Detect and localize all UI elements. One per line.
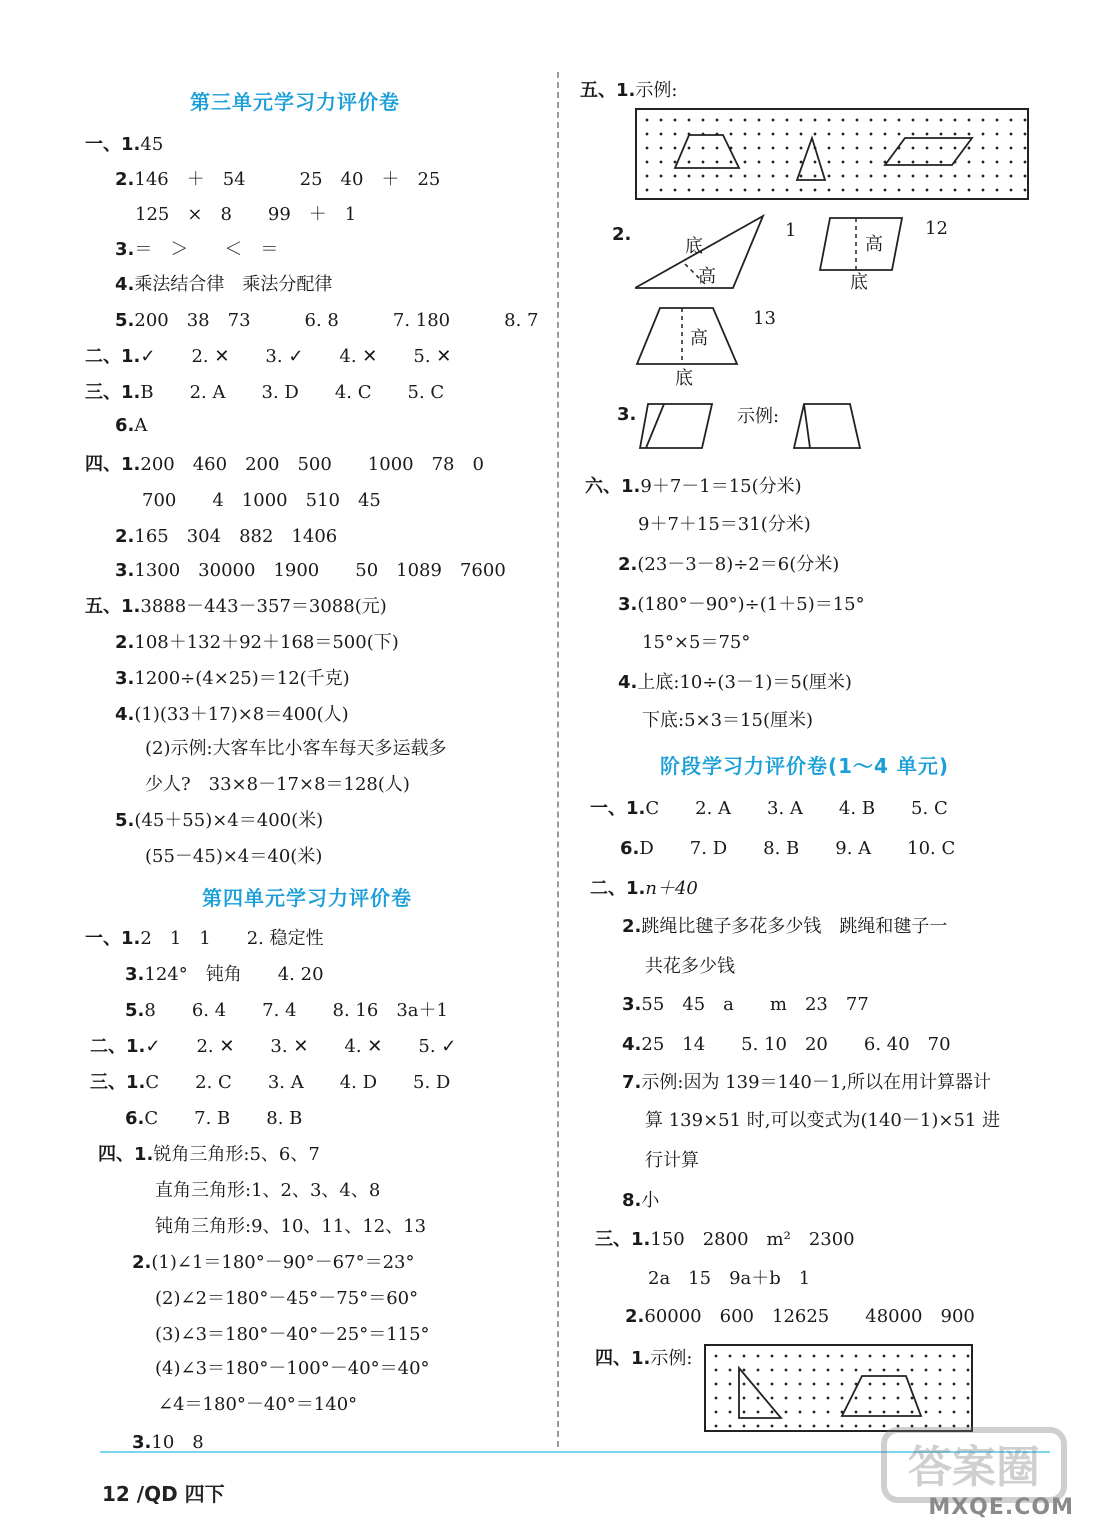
answer-line: 6.D 7. D 8. B 9. A 10. C [620, 838, 956, 859]
svg-text:答案圈: 答案圈 [908, 1442, 1040, 1493]
grid-shapes [637, 110, 1027, 198]
answer-line: 下底:5×3＝15(厘米) [642, 710, 813, 731]
answer-line: 三、1.C 2. C 3. A 4. D 5. D [90, 1072, 451, 1093]
answer-line: (55－45)×4＝40(米) [145, 846, 323, 867]
right-triangle-shape [797, 138, 825, 180]
answer-line: 2.108＋132＋92＋168＝500(下) [115, 632, 399, 653]
answer-line: 3.124° 钝角 4. 20 [125, 964, 324, 985]
answer-line: 3.＝ ＞ ＜ ＝ [115, 239, 279, 260]
label-base: 底 [685, 236, 703, 257]
answer-line: ∠4＝180°－40°＝140° [158, 1394, 358, 1415]
answer-line: 4.25 14 5. 10 20 6. 40 70 [622, 1034, 951, 1055]
answer-line: (2)示例:大客车比小客车每天多运载多 [145, 738, 447, 759]
page-footer: 12 /QD 四下 [102, 1482, 225, 1506]
answer-line: 2.165 304 882 1406 [115, 526, 338, 547]
section-title-unit3: 第三单元学习力评价卷 [190, 90, 400, 114]
answer-line: 5.8 6. 4 7. 4 8. 16 3a＋1 [125, 1000, 448, 1021]
dot-grid-figure [635, 108, 1029, 200]
answer-line: 700 4 1000 510 45 [142, 490, 381, 511]
label-base: 底 [850, 272, 868, 293]
answer-value: 13 [753, 308, 776, 329]
answer-line: 5.(45＋55)×4＝400(米) [115, 810, 324, 831]
answer-line: 5.200 38 73 6. 8 7. 180 8. 7 [115, 310, 539, 331]
answer-line: 少人? 33×8－17×8＝128(人) [145, 774, 410, 795]
answer-line: 2.146 ＋ 54 25 40 ＋ 25 [115, 169, 441, 190]
trapezoid-shape [675, 135, 739, 168]
section-title-unit4: 第四单元学习力评价卷 [202, 886, 412, 910]
answer-line: 9＋7＋15＝31(分米) [638, 514, 811, 535]
answer-line: 四、1.200 460 200 500 1000 78 0 [85, 454, 484, 475]
answer-line: 共花多少钱 [645, 956, 735, 977]
answer-line: 4.乘法结合律 乘法分配律 [115, 274, 333, 295]
answer-line: 7.示例:因为 139＝140－1,所以在用计算器计 [622, 1072, 992, 1093]
parallelogram-figure [818, 216, 904, 272]
answer-line: 3.55 45 a m 23 77 [622, 994, 869, 1015]
answer-line: 一、1.C 2. A 3. A 4. B 5. C [590, 798, 948, 819]
label-height: 高 [698, 266, 716, 287]
example-label: 示例: [737, 406, 780, 427]
answer-line: 六、1.9＋7－1＝15(分米) [585, 476, 802, 497]
label-height: 高 [865, 234, 883, 255]
answer-line: 15°×5＝75° [642, 632, 751, 653]
answer-line: (3)∠3＝180°－40°－25°＝115° [155, 1324, 430, 1345]
trapezoid-figure [635, 306, 740, 366]
question-number: 3. [617, 404, 637, 425]
label-base: 底 [675, 368, 693, 389]
answer-line: 二、1.✓ 2. ✕ 3. ✕ 4. ✕ 5. ✓ [90, 1036, 457, 1057]
answer-line: 2.跳绳比毽子多花多少钱 跳绳和毽子一 [622, 916, 948, 937]
answer-line: 三、1.B 2. A 3. D 4. C 5. C [85, 382, 445, 403]
answer-line: 6.C 7. B 8. B [125, 1108, 303, 1129]
answer-line: 3.1200÷(4×25)＝12(千克) [115, 668, 350, 689]
answer-line: 行计算 [645, 1150, 699, 1171]
parallelogram-shape [885, 138, 972, 165]
watermark-text: MXQE.COM [928, 1495, 1074, 1520]
answer-line: 2.60000 600 12625 48000 900 [625, 1306, 975, 1327]
answer-line: 一、1.2 1 1 2. 稳定性 [85, 928, 324, 949]
answer-line: 四、1.锐角三角形:5、6、7 [98, 1144, 320, 1165]
answer-value: 1 [785, 220, 797, 241]
answer-line: 8.小 [622, 1190, 660, 1211]
answer-line: 五、1.3888－443－357＝3088(元) [85, 596, 387, 617]
answer-line: 五、1.示例: [580, 80, 678, 101]
answer-line: 算 139×51 时,可以变式为(140－1)×51 进 [645, 1110, 1001, 1131]
column-divider [557, 72, 559, 1447]
answer-line: 直角三角形:1、2、3、4、8 [155, 1180, 381, 1201]
answer-line: 钝角三角形:9、10、11、12、13 [155, 1216, 427, 1237]
answer-line: 3.(180°－90°)÷(1＋5)＝15° [618, 594, 865, 615]
answer-line: 四、1.示例: [595, 1348, 693, 1369]
answer-line: 2.(1)∠1＝180°－90°－67°＝23° [132, 1252, 415, 1273]
answer-line: 二、1.✓ 2. ✕ 3. ✓ 4. ✕ 5. ✕ [85, 346, 452, 367]
label-height: 高 [690, 328, 708, 349]
answer-line: 二、1.n＋40 [590, 878, 698, 899]
answer-line: (4)∠3＝180°－100°－40°＝40° [155, 1358, 430, 1379]
answer-line: 4.上底:10÷(3－1)＝5(厘米) [618, 672, 852, 693]
rearranged-figure [792, 402, 862, 450]
answer-line: 4.(1)(33＋17)×8＝400(人) [115, 704, 349, 725]
answer-line: 三、1.150 2800 m² 2300 [595, 1229, 855, 1250]
answer-line: 125 × 8 99 ＋ 1 [135, 204, 357, 225]
answer-line: (2)∠2＝180°－45°－75°＝60° [155, 1288, 419, 1309]
section-title-stage: 阶段学习力评价卷(1～4 单元) [660, 754, 950, 778]
answer-line: 2a 15 9a＋b 1 [648, 1268, 811, 1289]
parallelogram-cut-figure [638, 402, 714, 450]
answer-line: 6.A [115, 415, 148, 436]
right-triangle-shape [739, 1368, 781, 1418]
question-number: 2. [612, 224, 632, 245]
answer-line: 3.1300 30000 1900 50 1089 7600 [115, 560, 506, 581]
answer-line: 一、1.45 [85, 134, 164, 155]
answer-value: 12 [925, 218, 948, 239]
answer-line: 2.(23－3－8)÷2＝6(分米) [618, 554, 840, 575]
answer-line: 3.10 8 [132, 1432, 204, 1453]
